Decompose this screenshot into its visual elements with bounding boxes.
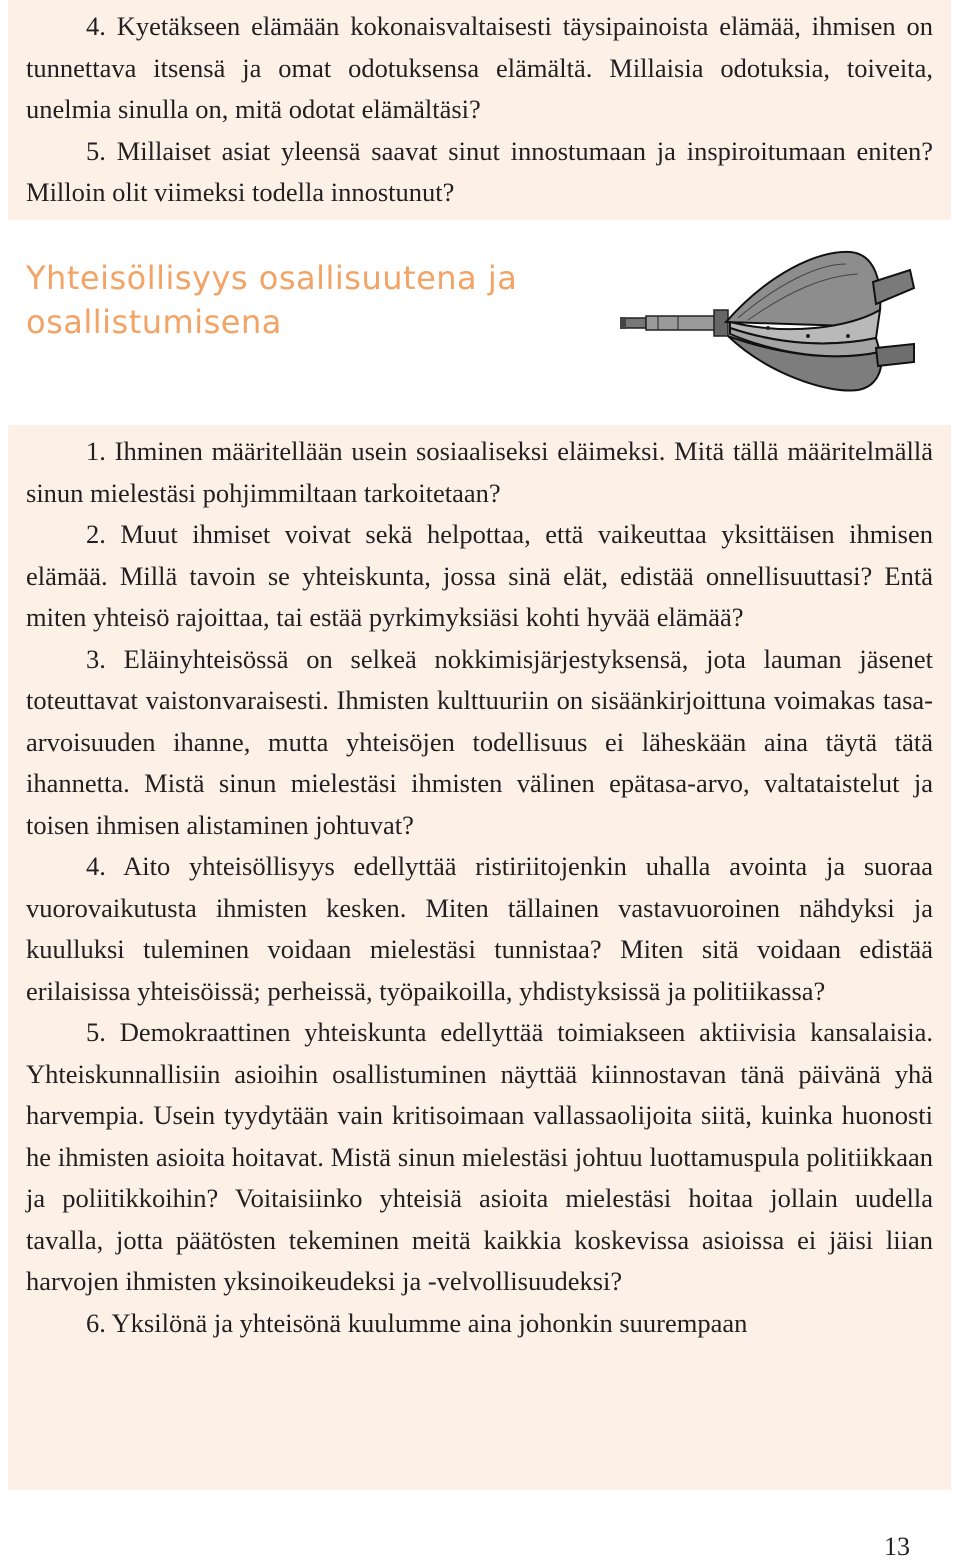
question-3: 3. Eläinyhteisössä on selkeä nokkimisjärjestyksensä, jota lauman jäsenet toteuttavat vaistonvaraisesti. Ihmisten kulttuuriin on sisäänkirjoittuna voimakas tasa-arvoisuuden ihanne, mutta yhteisöjen todellisuus ei läheskään aina täytä tätä ihannetta. Mistä sinun mielestäsi ihmisten välinen epätasa-arvo, valtataistelut ja toisen ihmisen alistaminen johtuvat? bbox=[26, 643, 933, 840]
question-4: 4. Kyetäkseen elämään kokonaisvaltaisesti täysipainoista elämää, ihmisen on tunnettava itsensä ja omat odotuksensa elämältä. Millaisia odotuksia, toiveita, unelmia sinulla on, mitä odotat elämältäsi? bbox=[26, 11, 933, 124]
bellows-icon bbox=[618, 244, 918, 404]
question-5b: 5. Demokraattinen yhteiskunta edellyttää toimiakseen aktiivisia kansalaisia. Yhteiskunnallisiin asioihin osallistuminen näyttää kiinnostavan tänä päivänä yhä harvempia. Usein tyydytään vain kritisoimaan vallassaolijoita siitä, kuinka huonosti he ihmisten asioita hoitavat. Mistä sinun mielestäsi johtuu luottamuspula politiikkaan ja poliitikkoihin? Voitaisiinko yhteisiä asioita mielestäsi hoitaa jollain uudella tavalla, jotta päätösten tekeminen meitä kaikkia koskevissa asioissa ei jäisi liian harvojen ihmisten yksinoikeudeksi ja -velvollisuudeksi? bbox=[26, 1017, 933, 1296]
question-5: 5. Millaiset asiat yleensä saavat sinut innostumaan ja inspiroitumaan eniten? Milloin olit viimeksi todella innostunut? bbox=[26, 135, 933, 207]
question-6: 6. Yksilönä ja yhteisönä kuulumme aina johonkin suurempaan bbox=[86, 1307, 748, 1338]
questions-box bbox=[8, 425, 951, 1490]
question-1: 1. Ihminen määritellään usein sosiaaliseksi eläimeksi. Mitä tällä määritelmällä sinun mielestäsi pohjimmiltaan tarkoitetaan? bbox=[26, 436, 933, 508]
top-questions-box bbox=[8, 0, 951, 220]
section-heading: Yhteisöllisyys osallisuutena ja osallistumisena bbox=[26, 259, 518, 341]
question-2: 2. Muut ihmiset voivat sekä helpottaa, että vaikeuttaa yksittäisen ihmisen elämää. Millä tavoin se yhteiskunta, jossa sinä elät, edistää onnellisuuttasi? Entä miten yhteisö rajoittaa, tai estää pyrkimyksiäsi kohti hyvää elämää? bbox=[26, 519, 933, 632]
question-4b: 4. Aito yhteisöllisyys edellyttää ristiriitojenkin uhalla avointa ja suoraa vuorovaikutusta ihmisten kesken. Miten tällainen vastavuoroinen nähdyksi ja kuulluksi tuleminen voidaan mielestäsi tunnistaa? Miten sitä voidaan edistää erilaisissa yhteisöissä; perheissä, työpaikoilla, yhdistyksissä ja politiikassa? bbox=[26, 851, 933, 1006]
page-number: 13 bbox=[884, 1532, 910, 1561]
